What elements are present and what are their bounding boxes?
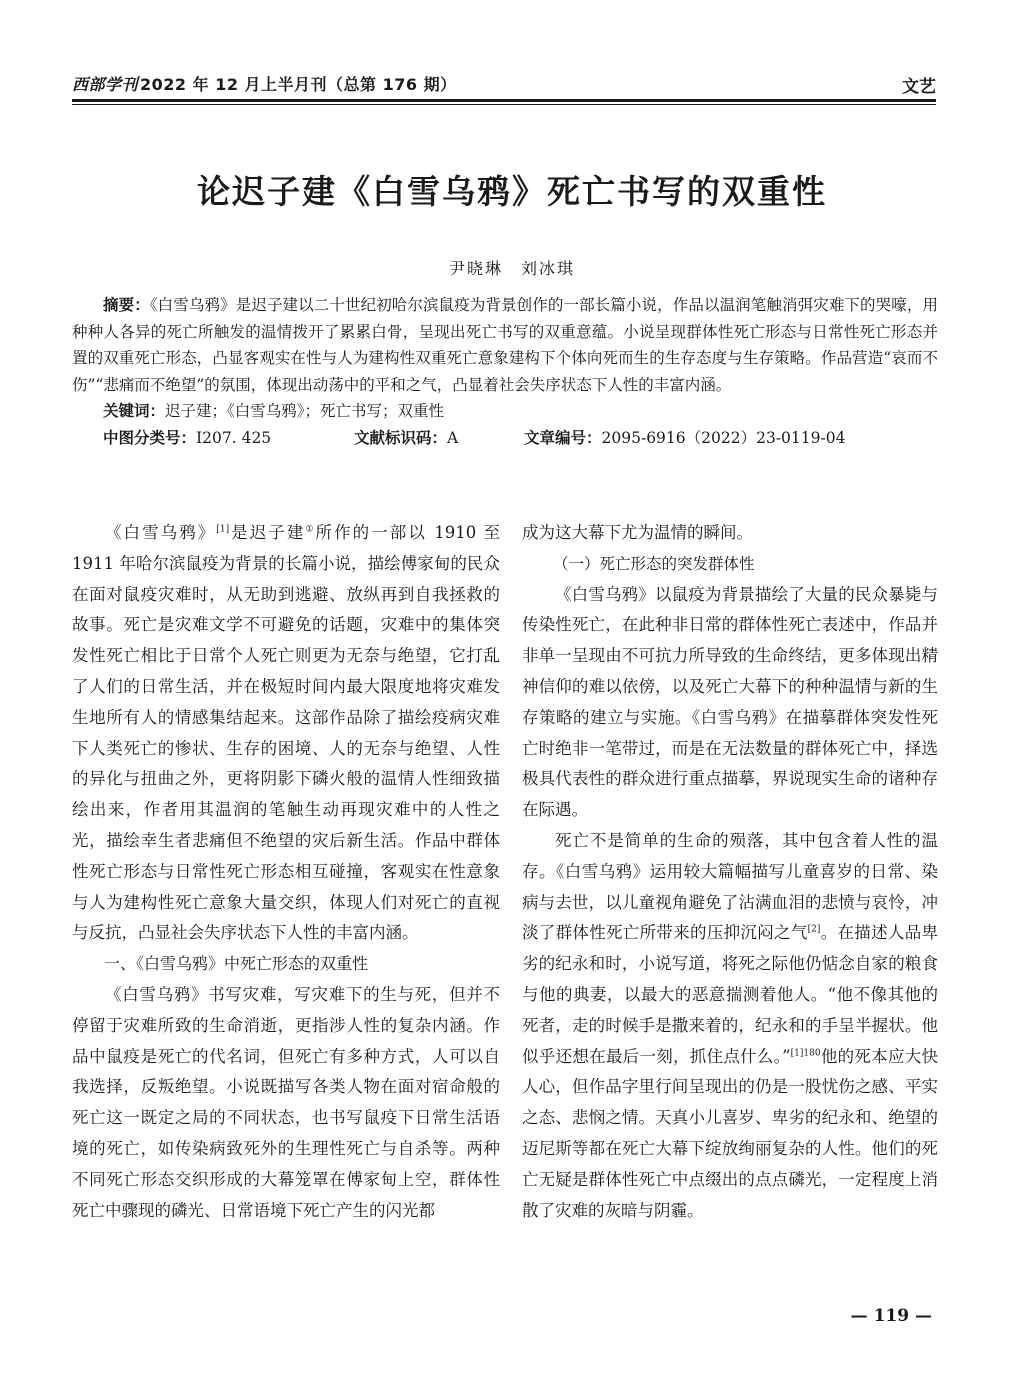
paragraph-2-mid: 。在描述人品卑劣的纪永和时，小说写道，将死之际他仍惦念自家的粮食与他的典妻，以最大的恶意揣测着他人。“他不像其他的死者，走的时候手是撒来着的，纪永和的手呈半握状。他似乎还想在最后一刻，抓住点什么。” <box>522 923 939 1066</box>
intro-paragraph <box>72 518 500 949</box>
paragraph-2 <box>522 826 938 1226</box>
body-right-column <box>522 518 938 1226</box>
classification-row <box>72 425 938 451</box>
keywords <box>72 398 938 425</box>
citation-ref: [1] <box>216 524 230 535</box>
intro-rest: 所作的一部以 1910 至 1911 年哈尔滨鼠疫为背景的长篇小说，描绘傅家甸的民众在面对鼠疫灾难时，从无助到逃避、放纵再到自我拯救的故事。死亡是灾难文学不可避免的话题，灾难中的集体突发性死亡相比于日常个人死亡则更为无奈与绝望，它打乱了人们的日常生活，并在极短时间内最大限度地将灾难发生地所有人的情感集结起来。这部作品除了描绘疫病灾难下人类死亡的惨状、生存的困境、人的无奈与绝望、人性的异化与扭曲之外，更将阴影下磷火般的温情人性细致描绘出来，作者用其温润的笔触生动再现灾难中的人性之光，描绘幸生者悲痛但不绝望的灾后新生活。作品中群体性死亡形态与日常性死亡形态相互碰撞，客观实在性意象与人为建构性死亡意象大量交织，体现人们对死亡的直视与反抗，凸显社会失序状态下人性的丰富内涵。 <box>72 523 501 943</box>
article-number-value: 2095-6916（2022）23-0119-04 <box>601 428 846 447</box>
clc-value: I207. 425 <box>196 428 272 447</box>
article-number-label: 文章编号： <box>524 428 602 447</box>
abstract-block <box>72 292 938 451</box>
issue-info: 2022 年 12 月上半月刊（总第 176 期） <box>140 75 457 94</box>
paragraph-2-end: 他的死本应大快人心，但作品字里行间呈现出的仍是一股忧伤之感、平实之态、悲悯之情。天真小儿喜岁、卑劣的纪永和、绝望的迈尼斯等都在死亡大幕下绽放绚丽复杂的人性。他们的死亡无疑是群体性死亡中点缀出的点点磷光，一定程度上消散了灾难的灰暗与阴霾。 <box>522 1046 939 1220</box>
section-heading: 一、《白雪乌鸦》中死亡形态的双重性 <box>104 954 369 974</box>
citation-ref: [1]180 <box>790 1048 821 1059</box>
header-rule-thin <box>72 104 936 105</box>
article-title: 论迟子建《白雪乌鸦》死亡书写的双重性 <box>197 172 827 211</box>
article-number <box>524 425 845 452</box>
citation-ref: [2] <box>807 924 821 935</box>
authors: 尹晓琳 刘冰琪 <box>448 259 575 278</box>
body-left-column <box>72 518 500 1226</box>
abstract-label: 摘要： <box>103 296 150 314</box>
page-number: — 119 — <box>850 1306 932 1326</box>
header-rule <box>72 99 936 102</box>
doc-code-label: 文献标识码： <box>354 428 448 447</box>
clc-label: 中图分类号： <box>103 428 197 447</box>
continued-paragraph: 成为这大幕下尤为温情的瞬间。 <box>522 523 753 542</box>
footnote-ref: ① <box>305 524 316 535</box>
keywords-text: 迟子建；《白雪乌鸦》；死亡书写；双重性 <box>165 402 445 420</box>
doc-code <box>354 425 458 452</box>
abstract <box>72 292 938 398</box>
paragraph-2-start: 死亡不是简单的生命的殒落，其中包含着人性的温存。《白雪乌鸦》运用较大篇幅描写儿童喜岁的日常、染病与去世，以儿童视角避免了沾满血泪的悲愤与哀怜，冲淡了群体性死亡所带来的压抑沉闷之气 <box>522 830 938 943</box>
abstract-text: 《白雪乌鸦》是迟子建以二十世纪初哈尔滨鼠疫为背景创作的一部长篇小说，作品以温润笔触消弭灾难下的哭嚎，用种种人各异的死亡所触发的温情拨开了累累白骨，呈现出死亡书写的双重意蕴。小说呈现群体性死亡形态与日常性死亡形态并置的双重死亡形态，凸显客观实在性与人为建构性双重死亡意象建构下个体向死而生的生存态度与生存策略。作品营造“哀而不伤”“悲痛而不绝望”的氛围，体现出动荡中的平和之气，凸显着社会失序状态下人性的丰富内涵。 <box>72 296 938 394</box>
paragraph-1: 《白雪乌鸦》以鼠疫为背景描绘了大量的民众暴毙与传染性死亡，在此种非日常的群体性死亡表述中，作品并非单一呈现由不可抗力所导致的生命终结，更多体现出精神信仰的难以依傍，以及死亡大幕下的种种温情与新的生存策略的建立与实施。《白雪乌鸦》在描摹群体突发性死亡时绝非一笔带过，而是在无法数量的群体死亡中，择选极具代表性的群众进行重点描摹，界说现实生命的诸种存在际遇。 <box>522 584 938 820</box>
doc-code-value: A <box>447 428 459 447</box>
keywords-label: 关键词： <box>103 402 166 420</box>
intro-mid: 是迟子建 <box>229 523 306 542</box>
journal-info <box>72 72 457 95</box>
intro-start: 《白雪乌鸦》 <box>105 523 217 542</box>
journal-logo: 西部学刊 <box>72 75 139 94</box>
running-header <box>72 70 936 98</box>
subsection-heading: （一）死亡形态的突发群体性 <box>553 554 755 573</box>
section1-paragraph: 《白雪乌鸦》书写灾难，写灾难下的生与死，但并不停留于灾难所致的生命消逝，更指涉人性的复杂内涵。作品中鼠疫是死亡的代名词，但死亡有多种方式，人可以自我选择，反叛绝望。小说既描写各类人物在面对宿命般的死亡这一既定之局的不同状态，也书写鼠疫下日常生活语境的死亡，如传染病致死外的生理性死亡与自杀等。两种不同死亡形态交织形成的大幕笼罩在傅家甸上空，群体性死亡中骤现的磷光、日常语境下死亡产生的闪光都 <box>72 984 500 1220</box>
section-label: 文艺 <box>902 77 936 97</box>
clc <box>103 425 271 452</box>
